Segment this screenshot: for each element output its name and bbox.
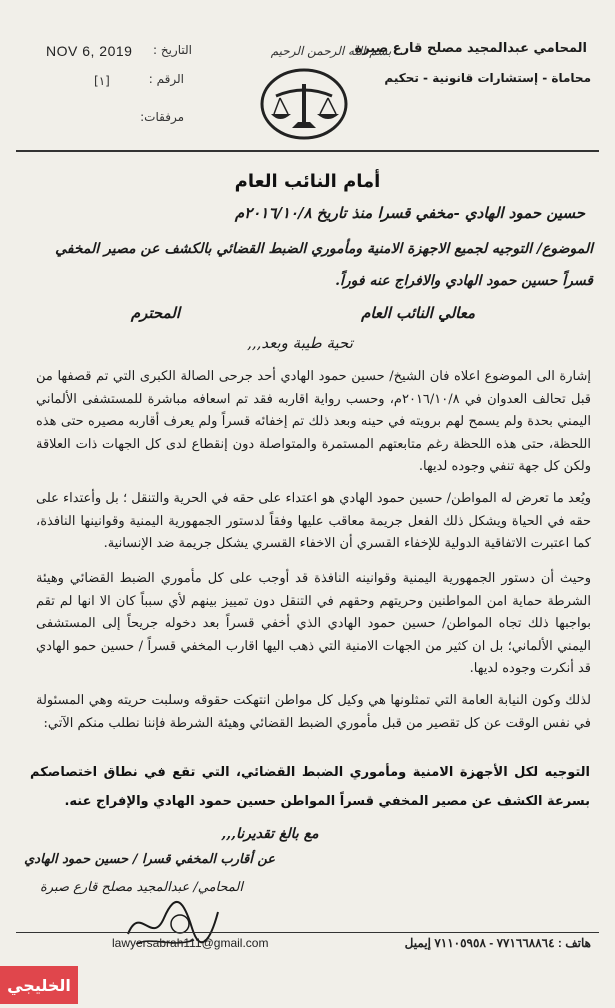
date-value: NOV 6, 2019 <box>46 43 133 59</box>
body-paragraph-4: لذلك وكون النيابة العامة التي تمثلونها هي وكيل كل مواطن انتهكت حقوقه وسلبت حريته وهي المسئولة في نفس الوقت عن كل تقصير من قبل مأموري الضبط القضائي وهيئة الشرطة فإننا نطلب منكم الآتي: <box>36 693 591 731</box>
watermark-badge: الخليجي <box>0 966 78 1004</box>
body-paragraph-1: إشارة الى الموضوع اعلاه فان الشيخ/ حسين حمود الهادي أحد جرحى الصالة الكبرى التي تم قصفها من قبل تحالف العدوان في ٢٠١٦/١٠/٨م، وحسب رواية اقاربه فقد تم اسعافه مباشرة للمستشفى الألماني اليمني بحدة ولم يسمح لهم برويته في حينه وبعد ذلك تم إخفائه قسراً ولم يعرف أقاربه مصيره حتى هذه اللحظة، حتى هذه اللحظة رغم متابعتهم المستمرة والمتواصلة دون إنقطاع لدى كل الجهات ذات العلاقة ولكن كل جهة تنفي وجوده لديها. <box>36 369 591 474</box>
greeting: تحية طيبة وبعد,,, <box>247 334 353 352</box>
body-paragraph-3: وحيث أن دستور الجمهورية اليمنية وقوانينه النافذة قد أوجب على كل مأموري الضبط القضائي وهيئة الشرطة حماية امن المواطنين وحريتهم وحقهم في التنقل دون تمييز بينهم لأي سبباً كان الا انها لم تقم بواجبها ذلك تجاه المواطن/ حسين حمود الهادي الذي أخفي قسراً بعد دخوله جريحاً إلى المستشفى اليمني الألماني؛ بل ان كثير من الجهات الامنية التي ذهب اليها اقارب المخفي قسراً / حسين حمو الهادي قد أنكرت وجوده لديها. <box>36 571 591 676</box>
request-paragraph: التوجيه لكل الأجهزة الامنية ومأموري الضبط القضائي، التي تقع في نطاق اختصاصكم بسرعة الكشف عن مصير المخفي قسراً المواطن حسين حمود الهادي والإفراج عنه. <box>30 765 590 809</box>
scales-of-justice-icon <box>258 66 350 142</box>
addressee-title: أمام النائب العام <box>234 171 381 192</box>
recipient-line: معالي النائب العام <box>361 304 475 322</box>
reference-label: الرقم : <box>148 72 184 86</box>
closing-line: مع بالغ تقديرنا,,, <box>221 826 319 842</box>
lawyer-name: المحامي عبدالمجيد مصلح قارع صبرة <box>354 41 587 56</box>
footer-divider <box>16 932 599 933</box>
attachments-label: مرفقات: <box>140 110 184 124</box>
basmala: بسم الله الرحمن الرحيم <box>270 44 392 58</box>
case-line: حسين حمود الهادي -مخفي قسرا منذ تاريخ ٢٠١٦/١٠/٨م <box>234 204 585 222</box>
services-line: محاماة - إستشارات قانونية - تحكيم <box>384 71 591 85</box>
date-label: التاريخ : <box>152 43 192 57</box>
signature-name: المحامي/ عبدالمجيد مصلح قارع صبرة <box>40 880 243 895</box>
reference-value: [١] <box>94 74 110 88</box>
honorific: المحترم <box>130 304 180 322</box>
subject-line: الموضوع/ التوجيه لجميع الاجهزة الامنية ومأموري الضبط القضائي بالكشف عن مصير المخفي قسراً حسين حمود الهادي والافراج عنه فوراً. <box>55 241 593 289</box>
footer-phone: هاتف : ٧٧١٦٦٨٨٦٤ - ٧١١٠٥٩٥٨ إيميل <box>404 936 591 950</box>
body-paragraph-2: ويُعد ما تعرض له المواطن/ حسين حمود الهادي هو اعتداء على حقه في الحرية والتنقل ؛ بل وأعتداء على حقه في الحياة ويشكل ذلك الفعل جريمة معاقب عليها وفقاً لدستور الجمهورية اليمنية وقوانينها النافذة، كما اعتبرت الاتفاقية الدولية للإخفاء القسري أن الاخفاء القسري يشكل جريمة ضد الإنسانية. <box>36 491 591 551</box>
header-divider <box>16 150 599 152</box>
signature-for: عن أقارب المخفي قسرا / حسين حمود الهادي <box>24 852 275 867</box>
footer-email: lawyersabrah111@gmail.com <box>112 936 269 950</box>
